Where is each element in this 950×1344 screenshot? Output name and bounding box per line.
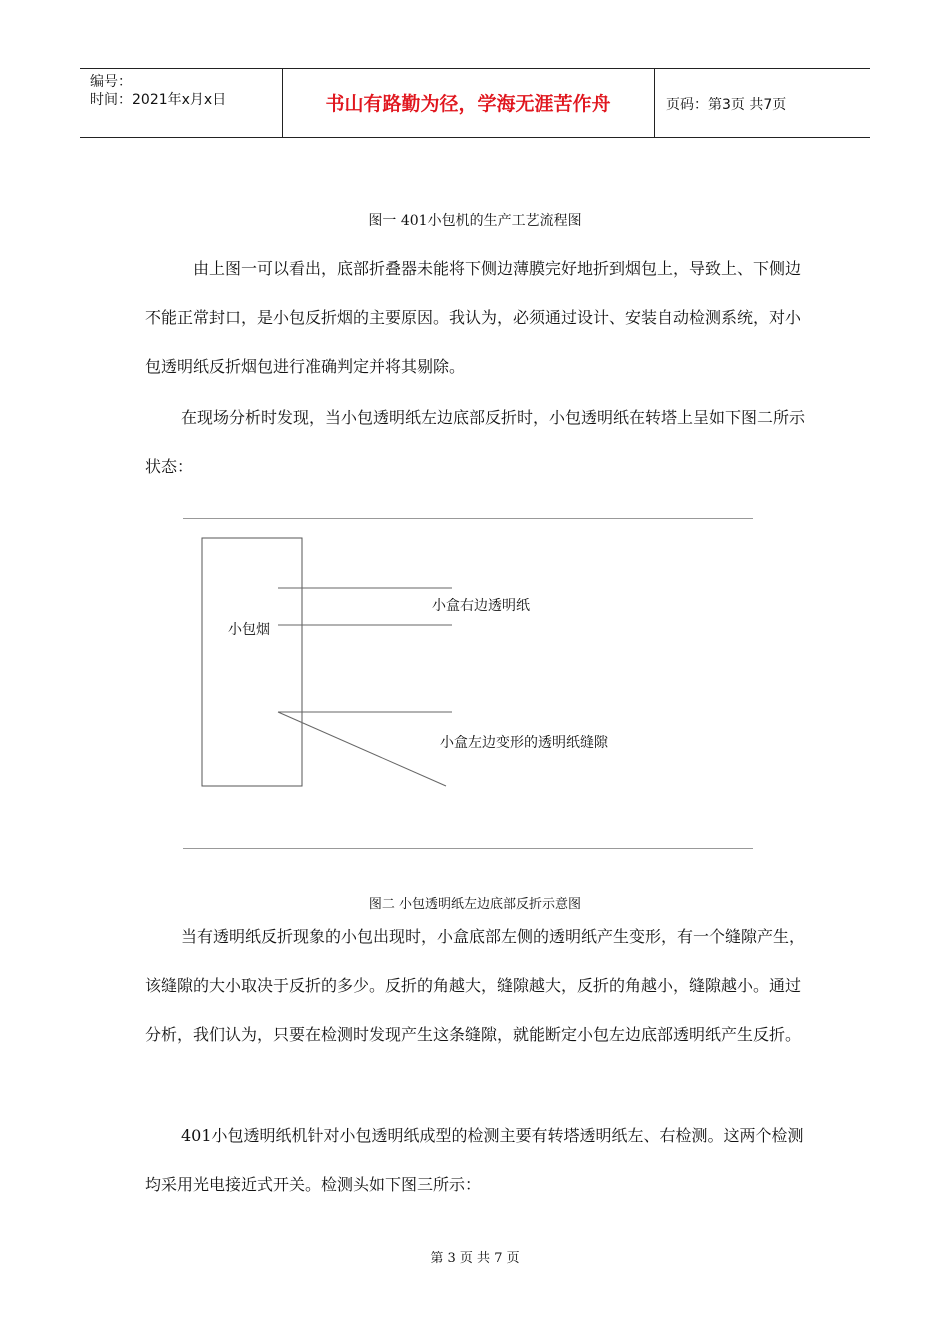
figure1-caption: 图一 401小包机的生产工艺流程图 — [368, 213, 582, 229]
page-footer: 第 3 页 共 7 页 — [430, 1251, 520, 1266]
left-film-gap-line — [278, 712, 446, 786]
paragraph-2: 在现场分析时发现，当小包透明纸左边底部反折时，小包透明纸在转塔上呈如下图二所示状态： — [145, 408, 806, 476]
paragraph-1: 由上图一可以看出，底部折叠器未能将下侧边薄膜完好地折到烟包上，导致上、下侧边不能正常封口，是小包反折烟的主要原因。我认为，必须通过设计、安装自动检测系统，对小包透明纸反折烟包进行准确判定并将其剔除。 — [145, 259, 802, 376]
paragraph-3: 当有透明纸反折现象的小包出现时，小盒底部左侧的透明纸产生变形，有一个缝隙产生，该缝隙的大小取决于反折的多少。反折的角越大，缝隙越大，反折的角越小，缝隙越小。通过分析，我们认为，只要在检测时发现产生这条缝隙，就能断定小包左边底部透明纸产生反折。 — [145, 927, 806, 1044]
label-right-film: 小盒右边透明纸 — [432, 598, 530, 614]
label-left-film-gap: 小盒左边变形的透明纸缝隙 — [440, 735, 608, 751]
number-label: 编号： — [90, 74, 132, 90]
figure2-caption: 图二 小包透明纸左边底部反折示意图 — [368, 897, 582, 912]
date-label: 时间：2021年x月x日 — [90, 92, 227, 108]
cigarette-pack-outline — [202, 538, 302, 786]
paragraph-4: 401小包透明纸机针对小包透明纸成型的检测主要有转塔透明纸左、右检测。这两个检测均采用光电接近式开关。检测头如下图三所示： — [145, 1126, 804, 1194]
figure2-bottom-rule — [183, 848, 753, 849]
header-page-info: 页码：第3页 共7页 — [666, 97, 787, 113]
label-pack: 小包烟 — [228, 622, 270, 638]
header-motto: 书山有路勤为径，学海无涯苦作舟 — [325, 93, 611, 115]
